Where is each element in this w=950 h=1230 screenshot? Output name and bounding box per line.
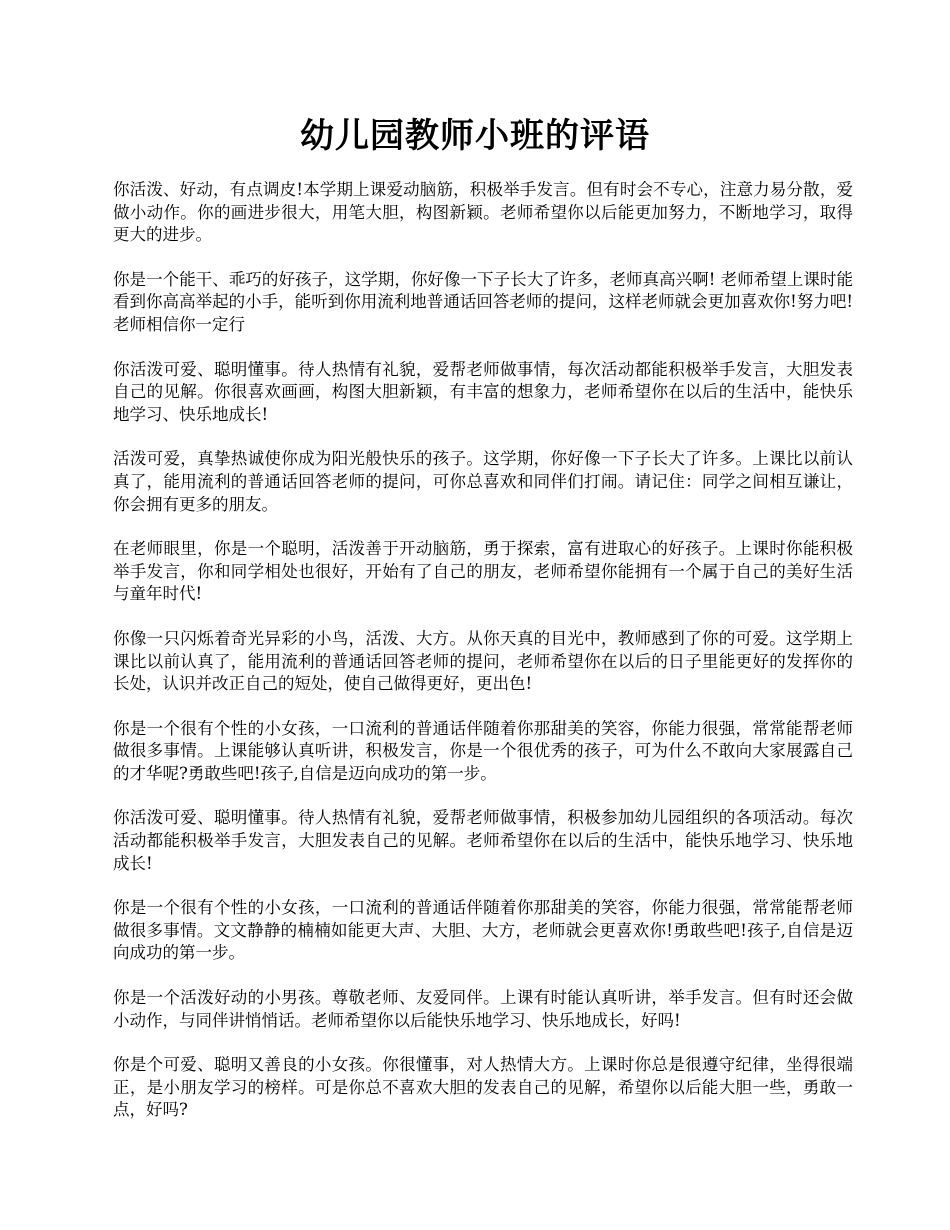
paragraph: 你是一个很有个性的小女孩，一口流利的普通话伴随着你那甜美的笑容，你能力很强，常常能帮老师做很多事情。上课能够认真听讲，积极发言，你是一个很优秀的孩子，可为什么不敢向大家展露自己的才华呢?勇敢些吧!孩子,自信是迈向成功的第一步。 [113, 718, 853, 783]
page-title: 幼儿园教师小班的评语 [300, 116, 650, 156]
paragraph: 活泼可爱，真挚热诚使你成为阳光般快乐的孩子。这学期，你好像一下子长大了许多。上课比以前认真了，能用流利的普通话回答老师的提问，可你总喜欢和同伴们打闹。请记住：同学之间相互谦让，你会拥有更多的朋友。 [113, 449, 853, 514]
document-body [113, 179, 853, 1144]
paragraph: 你活泼可爱、聪明懂事。待人热情有礼貌，爱帮老师做事情，积极参加幼儿园组织的各项活动。每次活动都能积极举手发言，大胆发表自己的见解。老师希望你在以后的生活中，能快乐地学习、快乐地成长! [113, 808, 853, 873]
paragraph: 你是个可爱、聪明又善良的小女孩。你很懂事，对人热情大方。上课时你总是很遵守纪律，坐得很端正，是小朋友学习的榜样。可是你总不喜欢大胆的发表自己的见解，希望你以后能大胆一些，勇敢一点，好吗? [113, 1055, 853, 1120]
paragraph: 你活泼可爱、聪明懂事。待人热情有礼貌，爱帮老师做事情，每次活动都能积极举手发言，大胆发表自己的见解。你很喜欢画画，构图大胆新颖，有丰富的想象力，老师希望你在以后的生活中，能快乐地学习、快乐地成长! [113, 359, 853, 424]
paragraph: 你是一个能干、乖巧的好孩子，这学期，你好像一下子长大了许多，老师真高兴啊! 老师希望上课时能看到你高高举起的小手，能听到你用流利地普通话回答老师的提问，这样老师就会更加喜欢你!努力吧!老师相信你一定行 [113, 269, 853, 334]
paragraph: 你活泼、好动，有点调皮!本学期上课爱动脑筋，积极举手发言。但有时会不专心，注意力易分散，爱做小动作。你的画进步很大，用笔大胆，构图新颖。老师希望你以后能更加努力，不断地学习，取得更大的进步。 [113, 180, 853, 245]
paragraph: 你像一只闪烁着奇光异彩的小鸟，活泼、大方。从你天真的目光中，教师感到了你的可爱。这学期上课比以前认真了，能用流利的普通话回答老师的提问，老师希望你在以后的日子里能更好的发挥你的长处，认识并改正自己的短处，使自己做得更好，更出色! [113, 628, 853, 694]
paragraph: 你是一个活泼好动的小男孩。尊敬老师、友爱同伴。上课有时能认真听讲，举手发言。但有时还会做小动作，与同伴讲悄悄话。老师希望你以后能快乐地学习、快乐地成长，好吗! [113, 988, 853, 1030]
paragraph: 你是一个很有个性的小女孩，一口流利的普通话伴随着你那甜美的笑容，你能力很强，常常能帮老师做很多事情。文文静静的楠楠如能更大声、大胆、大方，老师就会更喜欢你!勇敢些吧!孩子,自信是迈向成功的第一步。 [113, 898, 853, 963]
paragraph: 在老师眼里，你是一个聪明，活泼善于开动脑筋，勇于探索，富有进取心的好孩子。上课时你能积极举手发言，你和同学相处也很好，开始有了自己的朋友，老师希望你能拥有一个属于自己的美好生活与童年时代! [113, 539, 853, 604]
